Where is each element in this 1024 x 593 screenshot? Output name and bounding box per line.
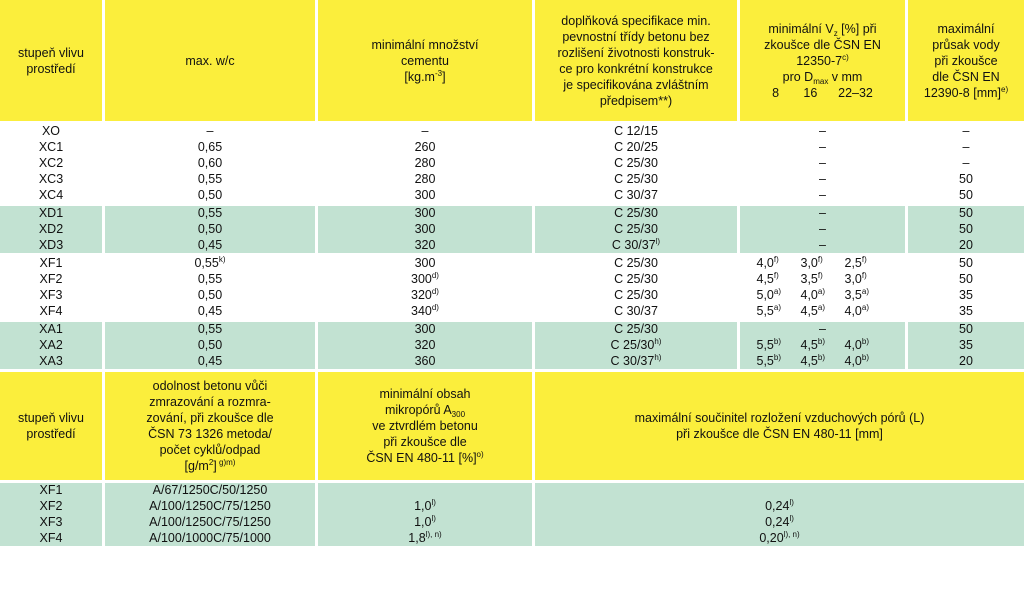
cell-air-content: – xyxy=(740,221,908,237)
cell-spacing-factor: 0,24$^{l)}$ xyxy=(535,498,1024,514)
air-content-value: 5,5$^{b)}$ xyxy=(756,336,782,352)
cell-water-penetration: – xyxy=(908,121,1024,139)
cell-env-class: XF3 xyxy=(0,287,105,303)
cell-env-class: XF4 xyxy=(0,303,105,319)
cell-air-content: – xyxy=(740,187,908,203)
cell-max-wc: 0,55$^{k)}$ xyxy=(105,253,318,271)
cell-env-class: XF1 xyxy=(0,480,105,498)
cell-air-content: – xyxy=(740,155,908,171)
cell-freeze-resistance: A/100/1250C/75/1250 xyxy=(105,514,318,530)
air-content-value: 4,0$^{a)}$ xyxy=(844,302,870,318)
cell-water-penetration: 50 xyxy=(908,187,1024,203)
cell-max-wc: – xyxy=(105,121,318,139)
header2-freeze-resistance: odolnost betonu vůči zmrazování a rozmra- zování, při zkoušce dle ČSN 73 1326 metoda/ počet cyklů/odpad $[g/m^2]$ $^{g)m)}$ xyxy=(105,369,318,480)
cell-env-class: XO xyxy=(0,121,105,139)
cell-min-cement: 300 xyxy=(318,253,535,271)
cell-max-wc: 0,55 xyxy=(105,203,318,221)
cell-max-wc: 0,50 xyxy=(105,221,318,237)
cell-env-class: XA1 xyxy=(0,319,105,337)
table-row xyxy=(0,514,1024,530)
cell-max-wc: 0,60 xyxy=(105,155,318,171)
header-row-2 xyxy=(0,369,1024,480)
table-row xyxy=(0,221,1024,237)
cell-env-class: XD1 xyxy=(0,203,105,221)
cell-min-cement: 340$^{d)}$ xyxy=(318,303,535,319)
cell-env-class: XF1 xyxy=(0,253,105,271)
cell-min-cement: 280 xyxy=(318,171,535,187)
cell-micropores xyxy=(318,480,535,498)
cell-max-wc: 0,50 xyxy=(105,337,318,353)
cell-air-content: – xyxy=(740,139,908,155)
air-content-value: 5,5$^{b)}$ xyxy=(756,352,782,368)
cell-air-content xyxy=(740,337,908,353)
table-row xyxy=(0,139,1024,155)
cell-freeze-resistance: A/100/1000C/75/1000 xyxy=(105,530,318,546)
air-content-value: 3,5$^{f)}$ xyxy=(800,270,823,286)
cell-strength-class: C 25/30 xyxy=(535,253,740,271)
header-strength-class: doplňková specifikace min. pevnostní třídy betonu bez rozlišení životnosti konstruk- ce pro konkrétní konstrukce je specifikována zvláštním předpisem**) xyxy=(535,0,740,121)
table-row xyxy=(0,498,1024,514)
cell-env-class: XC3 xyxy=(0,171,105,187)
cell-water-penetration: – xyxy=(908,155,1024,171)
header-max-water-penetration: maximální průsak vody při zkoušce dle ČSN EN 12390-8 [mm]$^{e)}$ xyxy=(908,0,1024,121)
cell-water-penetration: 35 xyxy=(908,337,1024,353)
cell-min-cement: 320 xyxy=(318,237,535,253)
header-min-cement: minimální množství cementu $[kg.m^{-3}]$ xyxy=(318,0,535,121)
cell-strength-class: C 25/30 xyxy=(535,287,740,303)
cell-air-content xyxy=(740,353,908,369)
cell-water-penetration: 50 xyxy=(908,271,1024,287)
cell-strength-class: C 20/25 xyxy=(535,139,740,155)
header2-micropores: minimální obsah mikropórů $A_{300}$ ve ztvrdlém betonu při zkoušce dle ČSN EN 480-11 [%]$^{o)}$ xyxy=(318,369,535,480)
cell-env-class: XC1 xyxy=(0,139,105,155)
cell-strength-class: C 30/37$^{l)}$ xyxy=(535,237,740,253)
cell-strength-class: C 25/30 xyxy=(535,171,740,187)
cell-max-wc: 0,65 xyxy=(105,139,318,155)
cell-strength-class: C 25/30 xyxy=(535,221,740,237)
cell-air-content: – xyxy=(740,171,908,187)
header-max-wc: max. w/c xyxy=(105,0,318,121)
cell-strength-class: C 30/37$^{h)}$ xyxy=(535,353,740,369)
air-content-value: 4,5$^{b)}$ xyxy=(800,352,826,368)
cell-air-content: – xyxy=(740,203,908,221)
cell-air-content: – xyxy=(740,237,908,253)
cell-env-class: XC2 xyxy=(0,155,105,171)
cell-env-class: XD2 xyxy=(0,221,105,237)
cell-strength-class: C 30/37 xyxy=(535,187,740,203)
air-content-value: 3,0$^{f)}$ xyxy=(800,255,823,270)
cell-strength-class: C 25/30 xyxy=(535,319,740,337)
air-content-value: 4,0$^{b)}$ xyxy=(844,336,870,352)
table-row xyxy=(0,187,1024,203)
cell-min-cement: 300 xyxy=(318,187,535,203)
cell-max-wc: 0,55 xyxy=(105,171,318,187)
air-content-value: 5,5$^{a)}$ xyxy=(756,302,782,318)
cell-strength-class: C 25/30$^{h)}$ xyxy=(535,337,740,353)
air-content-value: 4,0$^{a)}$ xyxy=(800,286,826,302)
cell-air-content xyxy=(740,271,908,287)
cell-env-class: XA2 xyxy=(0,337,105,353)
cell-min-cement: 280 xyxy=(318,155,535,171)
cell-strength-class: C 25/30 xyxy=(535,271,740,287)
cell-water-penetration: 50 xyxy=(908,171,1024,187)
table-row xyxy=(0,319,1024,337)
cell-air-content xyxy=(740,287,908,303)
air-content-value: 3,5$^{a)}$ xyxy=(844,286,870,302)
table-row xyxy=(0,171,1024,187)
cell-min-cement: 320$^{d)}$ xyxy=(318,287,535,303)
cell-water-penetration: 20 xyxy=(908,353,1024,369)
cell-water-penetration: 20 xyxy=(908,237,1024,253)
cell-min-cement: 300$^{d)}$ xyxy=(318,271,535,287)
table-row xyxy=(0,480,1024,498)
cell-min-cement: 300 xyxy=(318,221,535,237)
cell-max-wc: 0,50 xyxy=(105,187,318,203)
air-content-value: 4,5$^{b)}$ xyxy=(800,336,826,352)
cell-freeze-resistance: A/67/1250C/50/1250 xyxy=(105,480,318,498)
cell-min-cement: – xyxy=(318,121,535,139)
cell-env-class: XC4 xyxy=(0,187,105,203)
air-content-value: 5,0$^{a)}$ xyxy=(756,286,782,302)
header-min-air-content: minimální $V_z$ [%] při zkoušce dle ČSN EN 12350-7$^{c)}$ pro $D_{max}$ v mm 8 16 22–32 xyxy=(740,0,908,121)
cell-spacing-factor: 0,24$^{l)}$ xyxy=(535,514,1024,530)
cell-max-wc: 0,50 xyxy=(105,287,318,303)
table-row xyxy=(0,303,1024,319)
cell-spacing-factor: $0,20^{l), n)}$ xyxy=(535,530,1024,546)
cell-strength-class: C 25/30 xyxy=(535,203,740,221)
cell-water-penetration: – xyxy=(908,139,1024,155)
cell-env-class: XD3 xyxy=(0,237,105,253)
cell-min-cement: 320 xyxy=(318,337,535,353)
cell-water-penetration: 50 xyxy=(908,319,1024,337)
header-row-1 xyxy=(0,0,1024,121)
cell-water-penetration: 35 xyxy=(908,303,1024,319)
cell-water-penetration: 50 xyxy=(908,203,1024,221)
table-row xyxy=(0,353,1024,369)
cell-water-penetration: 50 xyxy=(908,253,1024,271)
table-row xyxy=(0,337,1024,353)
cell-env-class: XA3 xyxy=(0,353,105,369)
cell-micropores: $1,8^{l), n)}$ xyxy=(318,530,535,546)
cell-max-wc: 0,55 xyxy=(105,271,318,287)
cell-max-wc: 0,45 xyxy=(105,237,318,253)
cell-min-cement: 300 xyxy=(318,203,535,221)
header2-spacing-factor: maximální součinitel rozložení vzduchových pórů (L) při zkoušce dle ČSN EN 480-11 [mm] xyxy=(535,369,1024,480)
table-row xyxy=(0,237,1024,253)
cell-env-class: XF3 xyxy=(0,514,105,530)
cell-water-penetration: 50 xyxy=(908,221,1024,237)
header-env-class: stupeň vlivu prostředí xyxy=(0,0,105,121)
cell-micropores: 1,0$^{l)}$ xyxy=(318,498,535,514)
air-content-value: 2,5$^{f)}$ xyxy=(844,255,867,270)
cell-air-content: – xyxy=(740,319,908,337)
header2-env-class: stupeň vlivu prostředí xyxy=(0,369,105,480)
cell-freeze-resistance: A/100/1250C/75/1250 xyxy=(105,498,318,514)
cell-env-class: XF4 xyxy=(0,530,105,546)
air-content-value: 3,0$^{f)}$ xyxy=(844,270,867,286)
cell-env-class: XF2 xyxy=(0,271,105,287)
air-content-value: 4,5$^{a)}$ xyxy=(800,302,826,318)
cell-max-wc: 0,55 xyxy=(105,319,318,337)
table-row xyxy=(0,203,1024,221)
cell-micropores: 1,0$^{l)}$ xyxy=(318,514,535,530)
air-content-value: 4,0$^{f)}$ xyxy=(756,255,779,270)
air-content-value: 4,5$^{f)}$ xyxy=(756,270,779,286)
cell-strength-class: C 30/37 xyxy=(535,303,740,319)
cell-spacing-factor xyxy=(535,480,1024,498)
table-row xyxy=(0,271,1024,287)
cell-air-content: – xyxy=(740,121,908,139)
cell-env-class: XF2 xyxy=(0,498,105,514)
cell-strength-class: C 12/15 xyxy=(535,121,740,139)
cell-min-cement: 300 xyxy=(318,319,535,337)
cell-air-content xyxy=(740,303,908,319)
cell-water-penetration: 35 xyxy=(908,287,1024,303)
cell-min-cement: 260 xyxy=(318,139,535,155)
cell-min-cement: 360 xyxy=(318,353,535,369)
cell-max-wc: 0,45 xyxy=(105,353,318,369)
cell-air-content xyxy=(740,253,908,271)
table-row xyxy=(0,287,1024,303)
cell-max-wc: 0,45 xyxy=(105,303,318,319)
air-content-value: 4,0$^{b)}$ xyxy=(844,352,870,368)
cell-strength-class: C 25/30 xyxy=(535,155,740,171)
table-row xyxy=(0,253,1024,271)
table-row xyxy=(0,530,1024,546)
table-row xyxy=(0,121,1024,139)
table-row xyxy=(0,155,1024,171)
